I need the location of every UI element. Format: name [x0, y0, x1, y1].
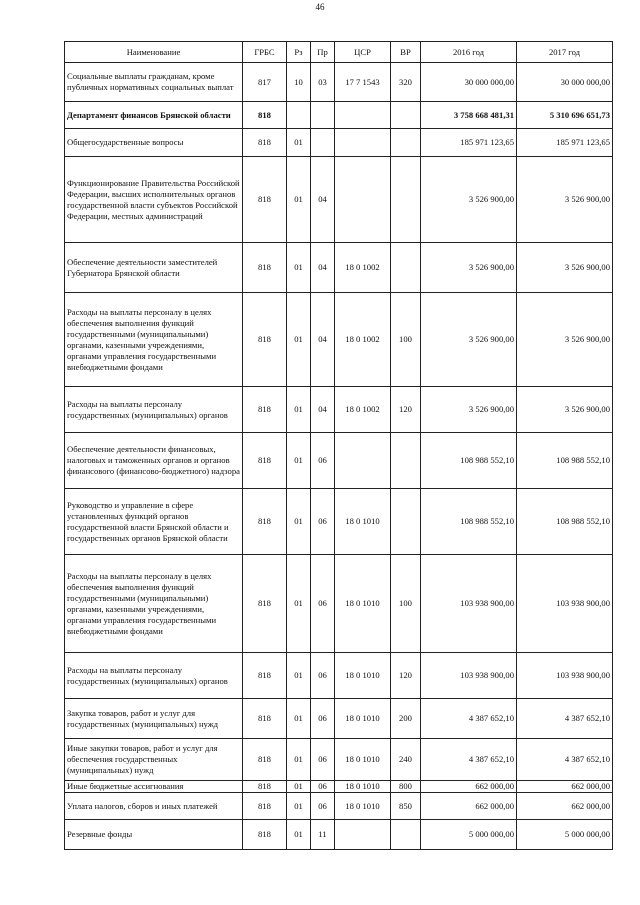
- row-pr: 04: [311, 387, 335, 433]
- row-name: Уплата налогов, сборов и иных платежей: [65, 793, 243, 820]
- row-grbs: 818: [243, 820, 287, 850]
- budget-table: [64, 41, 613, 850]
- row-csr: 18 0 1002: [335, 243, 391, 293]
- row-csr: 18 0 1010: [335, 699, 391, 739]
- row-2016: 103 938 900,00: [421, 653, 517, 699]
- row-vr: 100: [391, 555, 421, 653]
- row-grbs: 818: [243, 157, 287, 243]
- row-2016: 4 387 652,10: [421, 699, 517, 739]
- row-name: Расходы на выплаты персоналу в целях обеспечения выполнения функций государственными (муниципальными) органами, казенными учреждениями, органами управления государственными внебюджетными фондами: [65, 293, 243, 387]
- row-csr: 18 0 1010: [335, 781, 391, 793]
- row-name: Функционирование Правительства Российской Федерации, высших исполнительных органов государственной власти субъектов Российской Федерации, местных администраций: [65, 157, 243, 243]
- row-pr: 06: [311, 793, 335, 820]
- row-vr: [391, 102, 421, 129]
- row-2016: 662 000,00: [421, 781, 517, 793]
- row-2016: 108 988 552,10: [421, 433, 517, 489]
- row-csr: [335, 102, 391, 129]
- row-pr: 06: [311, 781, 335, 793]
- row-vr: [391, 433, 421, 489]
- page-number: 46: [315, 2, 325, 12]
- row-grbs: 817: [243, 63, 287, 102]
- row-pr: 04: [311, 157, 335, 243]
- row-rz: 01: [287, 129, 311, 157]
- row-pr: 03: [311, 63, 335, 102]
- row-2016: 3 526 900,00: [421, 243, 517, 293]
- col-header-name: Наименование: [65, 42, 243, 63]
- row-2016: 3 526 900,00: [421, 157, 517, 243]
- row-csr: 18 0 1010: [335, 739, 391, 781]
- table-row: [65, 699, 613, 739]
- row-2017: 108 988 552,10: [517, 489, 613, 555]
- row-name: Руководство и управление в сфере установленных функций органов государственной власти Брянской области и государственных органов Брянской области: [65, 489, 243, 555]
- row-grbs: 818: [243, 781, 287, 793]
- header-row: [65, 42, 613, 63]
- row-2017: 4 387 652,10: [517, 739, 613, 781]
- row-2016: 103 938 900,00: [421, 555, 517, 653]
- row-vr: 240: [391, 739, 421, 781]
- row-csr: 18 0 1010: [335, 555, 391, 653]
- table-row: [65, 653, 613, 699]
- col-header-grbs: ГРБС: [243, 42, 287, 63]
- row-grbs: 818: [243, 102, 287, 129]
- row-vr: [391, 157, 421, 243]
- row-rz: 01: [287, 243, 311, 293]
- row-rz: 01: [287, 489, 311, 555]
- row-2016: 5 000 000,00: [421, 820, 517, 850]
- row-2017: 5 000 000,00: [517, 820, 613, 850]
- table-row: [65, 129, 613, 157]
- row-grbs: 818: [243, 489, 287, 555]
- table-row: [65, 793, 613, 820]
- row-name: Социальные выплаты гражданам, кроме публичных нормативных социальных выплат: [65, 63, 243, 102]
- row-pr: 06: [311, 489, 335, 555]
- row-name: Общегосударственные вопросы: [65, 129, 243, 157]
- row-vr: [391, 243, 421, 293]
- row-rz: [287, 102, 311, 129]
- row-vr: [391, 820, 421, 850]
- row-csr: 18 0 1010: [335, 653, 391, 699]
- row-2017: 3 526 900,00: [517, 157, 613, 243]
- row-grbs: 818: [243, 433, 287, 489]
- row-vr: [391, 129, 421, 157]
- row-vr: 100: [391, 293, 421, 387]
- col-header-csr: ЦСР: [335, 42, 391, 63]
- row-csr: 18 0 1010: [335, 489, 391, 555]
- row-pr: 06: [311, 433, 335, 489]
- row-2017: 103 938 900,00: [517, 653, 613, 699]
- table-row: [65, 102, 613, 129]
- table-row: [65, 387, 613, 433]
- row-rz: 01: [287, 699, 311, 739]
- row-2016: 185 971 123,65: [421, 129, 517, 157]
- row-2017: 30 000 000,00: [517, 63, 613, 102]
- row-rz: 01: [287, 433, 311, 489]
- row-vr: 800: [391, 781, 421, 793]
- row-pr: 06: [311, 699, 335, 739]
- col-header-pr: Пр: [311, 42, 335, 63]
- row-2017: 3 526 900,00: [517, 293, 613, 387]
- row-2017: 3 526 900,00: [517, 243, 613, 293]
- row-grbs: 818: [243, 387, 287, 433]
- row-name: Расходы на выплаты персоналу государственных (муниципальных) органов: [65, 387, 243, 433]
- row-csr: 18 0 1002: [335, 293, 391, 387]
- row-vr: [391, 489, 421, 555]
- row-grbs: 818: [243, 739, 287, 781]
- row-2017: 103 938 900,00: [517, 555, 613, 653]
- row-2016: 662 000,00: [421, 793, 517, 820]
- row-2016: 30 000 000,00: [421, 63, 517, 102]
- table-row: [65, 293, 613, 387]
- row-2017: 5 310 696 651,73: [517, 102, 613, 129]
- row-vr: 320: [391, 63, 421, 102]
- table-row: [65, 739, 613, 781]
- row-rz: 01: [287, 781, 311, 793]
- row-grbs: 818: [243, 293, 287, 387]
- row-rz: 01: [287, 555, 311, 653]
- row-name: Иные закупки товаров, работ и услуг для обеспечения государственных (муниципальных) нужд: [65, 739, 243, 781]
- row-rz: 01: [287, 820, 311, 850]
- row-pr: 06: [311, 653, 335, 699]
- table-row: [65, 820, 613, 850]
- row-name: Иные бюджетные ассигнования: [65, 781, 243, 793]
- row-rz: 10: [287, 63, 311, 102]
- row-2016: 3 526 900,00: [421, 387, 517, 433]
- row-name: Расходы на выплаты персоналу в целях обеспечения выполнения функций государственными (муниципальными) органами, казенными учреждениями, органами управления государственными внебюджетными фондами: [65, 555, 243, 653]
- row-pr: 06: [311, 555, 335, 653]
- row-2016: 3 758 668 481,31: [421, 102, 517, 129]
- row-2017: 108 988 552,10: [517, 433, 613, 489]
- table-row: [65, 555, 613, 653]
- row-name: Обеспечение деятельности финансовых, налоговых и таможенных органов и органов финансового (финансово-бюджетного) надзора: [65, 433, 243, 489]
- row-csr: [335, 157, 391, 243]
- row-pr: 04: [311, 243, 335, 293]
- table-row: [65, 433, 613, 489]
- row-vr: 200: [391, 699, 421, 739]
- row-grbs: 818: [243, 699, 287, 739]
- table-row: [65, 781, 613, 793]
- row-csr: [335, 433, 391, 489]
- row-vr: 850: [391, 793, 421, 820]
- row-2017: 3 526 900,00: [517, 387, 613, 433]
- row-csr: 17 7 1543: [335, 63, 391, 102]
- row-2017: 185 971 123,65: [517, 129, 613, 157]
- col-header-rz: Рз: [287, 42, 311, 63]
- col-header-2016: 2016 год: [421, 42, 517, 63]
- table-row: [65, 489, 613, 555]
- row-csr: [335, 820, 391, 850]
- row-name: Департамент финансов Брянской области: [65, 102, 243, 129]
- row-2017: 4 387 652,10: [517, 699, 613, 739]
- col-header-2017: 2017 год: [517, 42, 613, 63]
- row-rz: 01: [287, 653, 311, 699]
- row-grbs: 818: [243, 129, 287, 157]
- row-vr: 120: [391, 387, 421, 433]
- row-2016: 4 387 652,10: [421, 739, 517, 781]
- col-header-vr: ВР: [391, 42, 421, 63]
- row-pr: 11: [311, 820, 335, 850]
- row-vr: 120: [391, 653, 421, 699]
- row-pr: [311, 102, 335, 129]
- row-name: Расходы на выплаты персоналу государственных (муниципальных) органов: [65, 653, 243, 699]
- row-rz: 01: [287, 157, 311, 243]
- row-2017: 662 000,00: [517, 793, 613, 820]
- table-row: [65, 157, 613, 243]
- row-name: Закупка товаров, работ и услуг для государственных (муниципальных) нужд: [65, 699, 243, 739]
- table-row: [65, 243, 613, 293]
- row-pr: 04: [311, 293, 335, 387]
- row-grbs: 818: [243, 653, 287, 699]
- row-csr: [335, 129, 391, 157]
- row-pr: 06: [311, 739, 335, 781]
- row-grbs: 818: [243, 555, 287, 653]
- row-2016: 3 526 900,00: [421, 293, 517, 387]
- row-2017: 662 000,00: [517, 781, 613, 793]
- row-grbs: 818: [243, 793, 287, 820]
- row-csr: 18 0 1002: [335, 387, 391, 433]
- row-name: Резервные фонды: [65, 820, 243, 850]
- row-csr: 18 0 1010: [335, 793, 391, 820]
- row-rz: 01: [287, 793, 311, 820]
- table-row: [65, 63, 613, 102]
- row-rz: 01: [287, 387, 311, 433]
- row-rz: 01: [287, 739, 311, 781]
- row-pr: [311, 129, 335, 157]
- row-name: Обеспечение деятельности заместителей Губернатора Брянской области: [65, 243, 243, 293]
- row-grbs: 818: [243, 243, 287, 293]
- row-2016: 108 988 552,10: [421, 489, 517, 555]
- row-rz: 01: [287, 293, 311, 387]
